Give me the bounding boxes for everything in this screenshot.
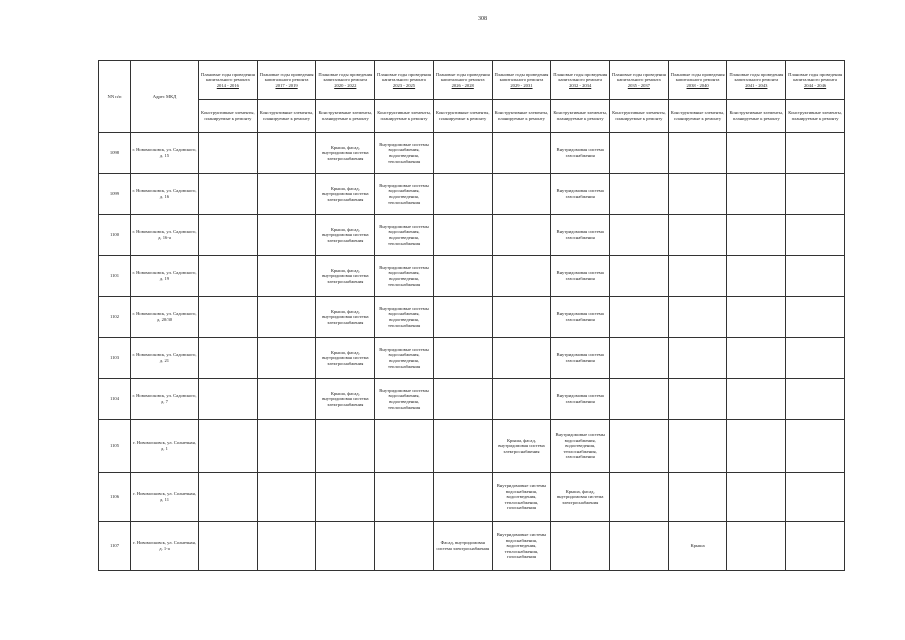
header-period-years: 2044 - 2046 bbox=[803, 82, 827, 88]
header-period bbox=[786, 61, 845, 100]
repair-cell bbox=[492, 338, 551, 379]
repair-cell bbox=[375, 473, 434, 522]
repair-cell bbox=[257, 420, 316, 473]
repair-cell: Внутридомовая система газоснабжения bbox=[551, 379, 610, 420]
repair-cell bbox=[433, 379, 492, 420]
repair-cell: Крыша, фасад, внутридомовая система электроснабжения bbox=[316, 297, 375, 338]
header-period-label: Плановые годы проведения капитального ремонта bbox=[435, 71, 490, 83]
repair-cell: Внутридомовая система газоснабжения bbox=[551, 174, 610, 215]
repair-cell bbox=[199, 420, 258, 473]
header-period bbox=[551, 61, 610, 100]
row-number: 1107 bbox=[99, 522, 131, 571]
repair-cell bbox=[727, 473, 786, 522]
repair-cell: Внутридомовые системы водоснабжения, водоотведения, теплоснабжения bbox=[375, 338, 434, 379]
repair-cell bbox=[610, 473, 669, 522]
header-elements: Конструктивные элементы, планируемые к ремонту bbox=[786, 100, 845, 133]
repair-cell: Внутридомовые системы водоснабжения, водоотведения, теплоснабжения bbox=[375, 297, 434, 338]
repair-cell bbox=[433, 297, 492, 338]
table-row bbox=[99, 215, 845, 256]
repair-cell bbox=[786, 256, 845, 297]
header-elements: Конструктивные элементы, планируемые к ремонту bbox=[727, 100, 786, 133]
repair-cell bbox=[433, 133, 492, 174]
header-address: Адрес МКД bbox=[131, 61, 199, 133]
repair-cell bbox=[199, 256, 258, 297]
repair-cell: Крыша, фасад, внутридомовая система электроснабжения bbox=[492, 420, 551, 473]
repair-cell bbox=[727, 522, 786, 571]
row-number: 1105 bbox=[99, 420, 131, 473]
row-address: г. Новомосковск, ул. Солнечная, д. 1 bbox=[131, 420, 199, 473]
header-period-label: Плановые годы проведения капитального ремонта bbox=[611, 71, 666, 83]
repair-cell bbox=[668, 473, 727, 522]
repair-cell bbox=[727, 256, 786, 297]
header-period-label: Плановые годы проведения капитального ремонта bbox=[259, 71, 314, 83]
row-address: г. Новомосковск, ул. Садовского, д. 21 bbox=[131, 338, 199, 379]
header-elements: Конструктивные элементы, планируемые к ремонту bbox=[257, 100, 316, 133]
header-period-years: 2014 - 2016 bbox=[216, 82, 239, 88]
repair-cell: Крыша, фасад, внутридомовая система электроснабжения bbox=[316, 215, 375, 256]
header-period-label: Плановые годы проведения капитального ремонта bbox=[553, 71, 608, 83]
repair-cell: Фасад, внутридомовая система электроснабжения bbox=[433, 522, 492, 571]
header-period-years: 2017 - 2019 bbox=[275, 82, 298, 88]
header-elements: Конструктивные элементы, планируемые к ремонту bbox=[375, 100, 434, 133]
repair-cell bbox=[786, 522, 845, 571]
repair-cell: Внутридомовая система газоснабжения bbox=[551, 215, 610, 256]
header-elements: Конструктивные элементы, планируемые к ремонту bbox=[492, 100, 551, 133]
row-address: г. Новомосковск, ул. Садовского, д. 20/30 bbox=[131, 297, 199, 338]
repair-cell bbox=[668, 133, 727, 174]
header-number: NN п/п bbox=[99, 61, 131, 133]
repair-cell bbox=[786, 174, 845, 215]
header-period-years: 2032 - 2034 bbox=[569, 82, 592, 88]
repair-cell bbox=[492, 133, 551, 174]
repair-cell: Внутридомовые системы водоснабжения, водоотведения, теплоснабжения bbox=[375, 215, 434, 256]
header-period bbox=[257, 61, 316, 100]
row-number: 1103 bbox=[99, 338, 131, 379]
table-row bbox=[99, 473, 845, 522]
repair-cell bbox=[257, 297, 316, 338]
repair-cell bbox=[668, 420, 727, 473]
repair-cell bbox=[492, 379, 551, 420]
repair-cell: Внутридомовые системы водоснабжения, водоотведения, теплоснабжения bbox=[375, 133, 434, 174]
table-row bbox=[99, 338, 845, 379]
header-period-years: 2023 - 2025 bbox=[392, 82, 416, 88]
repair-cell: Внутридомовые системы водоснабжения, водоотведения, теплоснабжения bbox=[375, 256, 434, 297]
repair-cell bbox=[668, 215, 727, 256]
header-period-label: Плановые годы проведения капитального ремонта bbox=[200, 71, 255, 83]
repair-cell bbox=[610, 338, 669, 379]
repair-cell bbox=[610, 379, 669, 420]
repair-cell bbox=[727, 297, 786, 338]
repair-cell bbox=[610, 297, 669, 338]
repair-cell bbox=[610, 174, 669, 215]
repair-cell: Внутридомовые системы водоснабжения, водоотведения, теплоснабжения, газоснабжения bbox=[492, 522, 551, 571]
header-period-years: 2038 - 2040 bbox=[686, 82, 709, 88]
table-row bbox=[99, 420, 845, 473]
repair-cell bbox=[610, 420, 669, 473]
repair-cell bbox=[786, 338, 845, 379]
header-elements: Конструктивные элементы, планируемые к ремонту bbox=[433, 100, 492, 133]
repair-cell: Внутридомовая система газоснабжения bbox=[551, 338, 610, 379]
table-row bbox=[99, 297, 845, 338]
header-elements: Конструктивные элементы, планируемые к ремонту bbox=[199, 100, 258, 133]
header-period bbox=[375, 61, 434, 100]
repair-cell bbox=[199, 379, 258, 420]
repair-cell bbox=[668, 379, 727, 420]
repair-cell bbox=[492, 174, 551, 215]
repair-cell bbox=[786, 215, 845, 256]
header-period-label: Плановые годы проведения капитального ремонта bbox=[377, 71, 431, 83]
header-period bbox=[316, 61, 375, 100]
repair-cell bbox=[199, 215, 258, 256]
row-number: 1098 bbox=[99, 133, 131, 174]
repair-cell bbox=[786, 420, 845, 473]
row-number: 1099 bbox=[99, 174, 131, 215]
repair-cell bbox=[668, 338, 727, 379]
repair-cell bbox=[610, 522, 669, 571]
repair-cell bbox=[786, 133, 845, 174]
repair-schedule-table bbox=[98, 60, 845, 571]
repair-cell bbox=[433, 473, 492, 522]
repair-cell: Внутридомовые системы водоснабжения, водоотведения, теплоснабжения, газоснабжения bbox=[492, 473, 551, 522]
repair-cell bbox=[257, 338, 316, 379]
repair-cell bbox=[433, 338, 492, 379]
repair-cell bbox=[375, 522, 434, 571]
repair-cell bbox=[375, 420, 434, 473]
repair-cell: Внутридомовые системы водоснабжения, водоотведения, теплоснабжения bbox=[375, 174, 434, 215]
repair-cell bbox=[433, 174, 492, 215]
repair-cell bbox=[199, 473, 258, 522]
repair-cell bbox=[492, 297, 551, 338]
repair-cell: Крыша bbox=[668, 522, 727, 571]
repair-cell bbox=[257, 379, 316, 420]
row-number: 1104 bbox=[99, 379, 131, 420]
repair-cell bbox=[257, 133, 316, 174]
repair-cell bbox=[668, 256, 727, 297]
repair-cell bbox=[199, 174, 258, 215]
repair-cell bbox=[199, 522, 258, 571]
repair-cell bbox=[492, 256, 551, 297]
row-address: г. Новомосковск, ул. Садовского, д. 16-а bbox=[131, 215, 199, 256]
row-address: г. Новомосковск, ул. Солнечная, д. 11 bbox=[131, 473, 199, 522]
repair-cell bbox=[668, 297, 727, 338]
repair-cell bbox=[316, 473, 375, 522]
row-number: 1101 bbox=[99, 256, 131, 297]
repair-cell: Крыша, фасад, внутридомовая система электроснабжения bbox=[551, 473, 610, 522]
repair-cell: Внутридомовая система газоснабжения bbox=[551, 133, 610, 174]
repair-cell bbox=[727, 133, 786, 174]
repair-cell: Внутридомовые системы водоснабжения, водоотведения, теплоснабжения, газоснабжения bbox=[551, 420, 610, 473]
header-period-label: Плановые годы проведения капитального ремонта bbox=[788, 71, 843, 83]
table-row bbox=[99, 133, 845, 174]
repair-cell bbox=[610, 133, 669, 174]
repair-cell bbox=[727, 379, 786, 420]
repair-cell bbox=[257, 473, 316, 522]
header-period-label: Плановые годы проведения капитального ремонта bbox=[318, 71, 373, 83]
header-period-label: Плановые годы проведения капитального ремонта bbox=[729, 71, 784, 83]
row-address: г. Новомосковск, ул. Садовского, д. 16 bbox=[131, 174, 199, 215]
repair-cell bbox=[727, 174, 786, 215]
repair-cell bbox=[727, 215, 786, 256]
table-row bbox=[99, 174, 845, 215]
repair-cell bbox=[433, 420, 492, 473]
repair-cell: Внутридомовая система газоснабжения bbox=[551, 256, 610, 297]
header-elements: Конструктивные элементы, планируемые к ремонту bbox=[668, 100, 727, 133]
repair-cell bbox=[727, 338, 786, 379]
row-number: 1106 bbox=[99, 473, 131, 522]
header-elements: Конструктивные элементы, планируемые к ремонту bbox=[610, 100, 669, 133]
repair-cell bbox=[433, 215, 492, 256]
header-period bbox=[433, 61, 492, 100]
repair-cell bbox=[786, 473, 845, 522]
header-period-years: 2029 - 2031 bbox=[510, 82, 533, 88]
header-period-years: 2026 - 2028 bbox=[451, 82, 474, 88]
row-address: г. Новомосковск, ул. Садовского, д. 7 bbox=[131, 379, 199, 420]
repair-cell bbox=[257, 256, 316, 297]
header-elements: Конструктивные элементы, планируемые к ремонту bbox=[551, 100, 610, 133]
repair-cell bbox=[257, 174, 316, 215]
header-period-label: Плановые годы проведения капитального ремонта bbox=[494, 71, 549, 83]
header-period-years: 2035 - 2037 bbox=[627, 82, 650, 88]
repair-cell: Внутридомовая система газоснабжения bbox=[551, 297, 610, 338]
repair-cell bbox=[786, 297, 845, 338]
repair-cell bbox=[668, 174, 727, 215]
repair-cell: Крыша, фасад, внутридомовая система электроснабжения bbox=[316, 256, 375, 297]
repair-cell bbox=[610, 256, 669, 297]
header-period bbox=[199, 61, 258, 100]
row-number: 1100 bbox=[99, 215, 131, 256]
repair-cell: Крыша, фасад, внутридомовая система электроснабжения bbox=[316, 133, 375, 174]
row-address: г. Новомосковск, ул. Солнечная, д. 1-а bbox=[131, 522, 199, 571]
repair-cell bbox=[551, 522, 610, 571]
header-period-years: 2020 - 2022 bbox=[334, 82, 357, 88]
repair-cell bbox=[610, 215, 669, 256]
header-elements: Конструктивные элементы, планируемые к ремонту bbox=[316, 100, 375, 133]
row-address: г. Новомосковск, ул. Садовского, д. 15 bbox=[131, 133, 199, 174]
header-period bbox=[727, 61, 786, 100]
header-period bbox=[610, 61, 669, 100]
row-number: 1102 bbox=[99, 297, 131, 338]
header-period-label: Плановые годы проведения капитального ремонта bbox=[670, 71, 725, 83]
repair-cell bbox=[199, 297, 258, 338]
repair-cell bbox=[257, 522, 316, 571]
table-row bbox=[99, 256, 845, 297]
repair-cell bbox=[727, 420, 786, 473]
page-number: 308 bbox=[478, 16, 487, 22]
repair-cell bbox=[316, 522, 375, 571]
repair-cell: Крыша, фасад, внутридомовая система электроснабжения bbox=[316, 379, 375, 420]
repair-cell bbox=[199, 338, 258, 379]
repair-cell bbox=[433, 256, 492, 297]
repair-cell: Крыша, фасад, внутридомовая система электроснабжения bbox=[316, 338, 375, 379]
header-period bbox=[668, 61, 727, 100]
table-row bbox=[99, 522, 845, 571]
table-row bbox=[99, 379, 845, 420]
repair-cell: Крыша, фасад, внутридомовая система электроснабжения bbox=[316, 174, 375, 215]
repair-cell bbox=[316, 420, 375, 473]
repair-cell: Внутридомовые системы водоснабжения, водоотведения, теплоснабжения bbox=[375, 379, 434, 420]
repair-cell bbox=[199, 133, 258, 174]
repair-cell bbox=[257, 215, 316, 256]
row-address: г. Новомосковск, ул. Садовского, д. 19 bbox=[131, 256, 199, 297]
header-period-years: 2041 - 2043 bbox=[745, 82, 768, 88]
header-period bbox=[492, 61, 551, 100]
repair-cell bbox=[786, 379, 845, 420]
repair-cell bbox=[492, 215, 551, 256]
